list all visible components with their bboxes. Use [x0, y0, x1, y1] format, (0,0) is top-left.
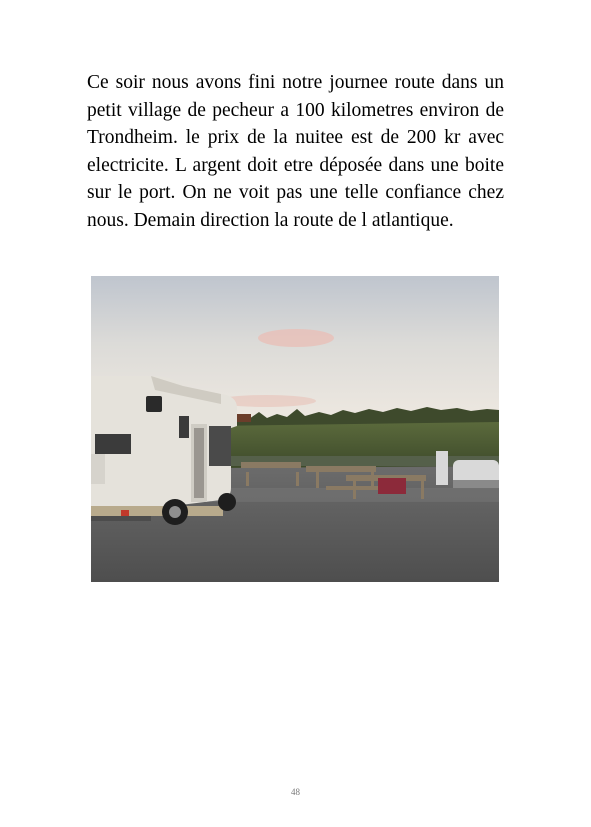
pink-cloud: [258, 329, 334, 347]
motorhome-photo: [91, 276, 499, 582]
body-paragraph: Ce soir nous avons fini notre journee route dans un petit village de pecheur a 100 kilometres environ de Trondheim. le prix de la nuitee est de 200 kr avec electricite. L argent doit etre déposée dans une boite sur le port. On ne voit pas une telle confiance chez nous. Demain direction la route de l atlantique.: [87, 72, 504, 231]
page-number: 48: [291, 787, 300, 797]
boat-shadow: [453, 480, 499, 488]
photo-illustration: [91, 276, 499, 582]
red-tablecloth: [378, 478, 406, 494]
utility-post: [436, 451, 448, 485]
distant-house: [237, 414, 251, 422]
